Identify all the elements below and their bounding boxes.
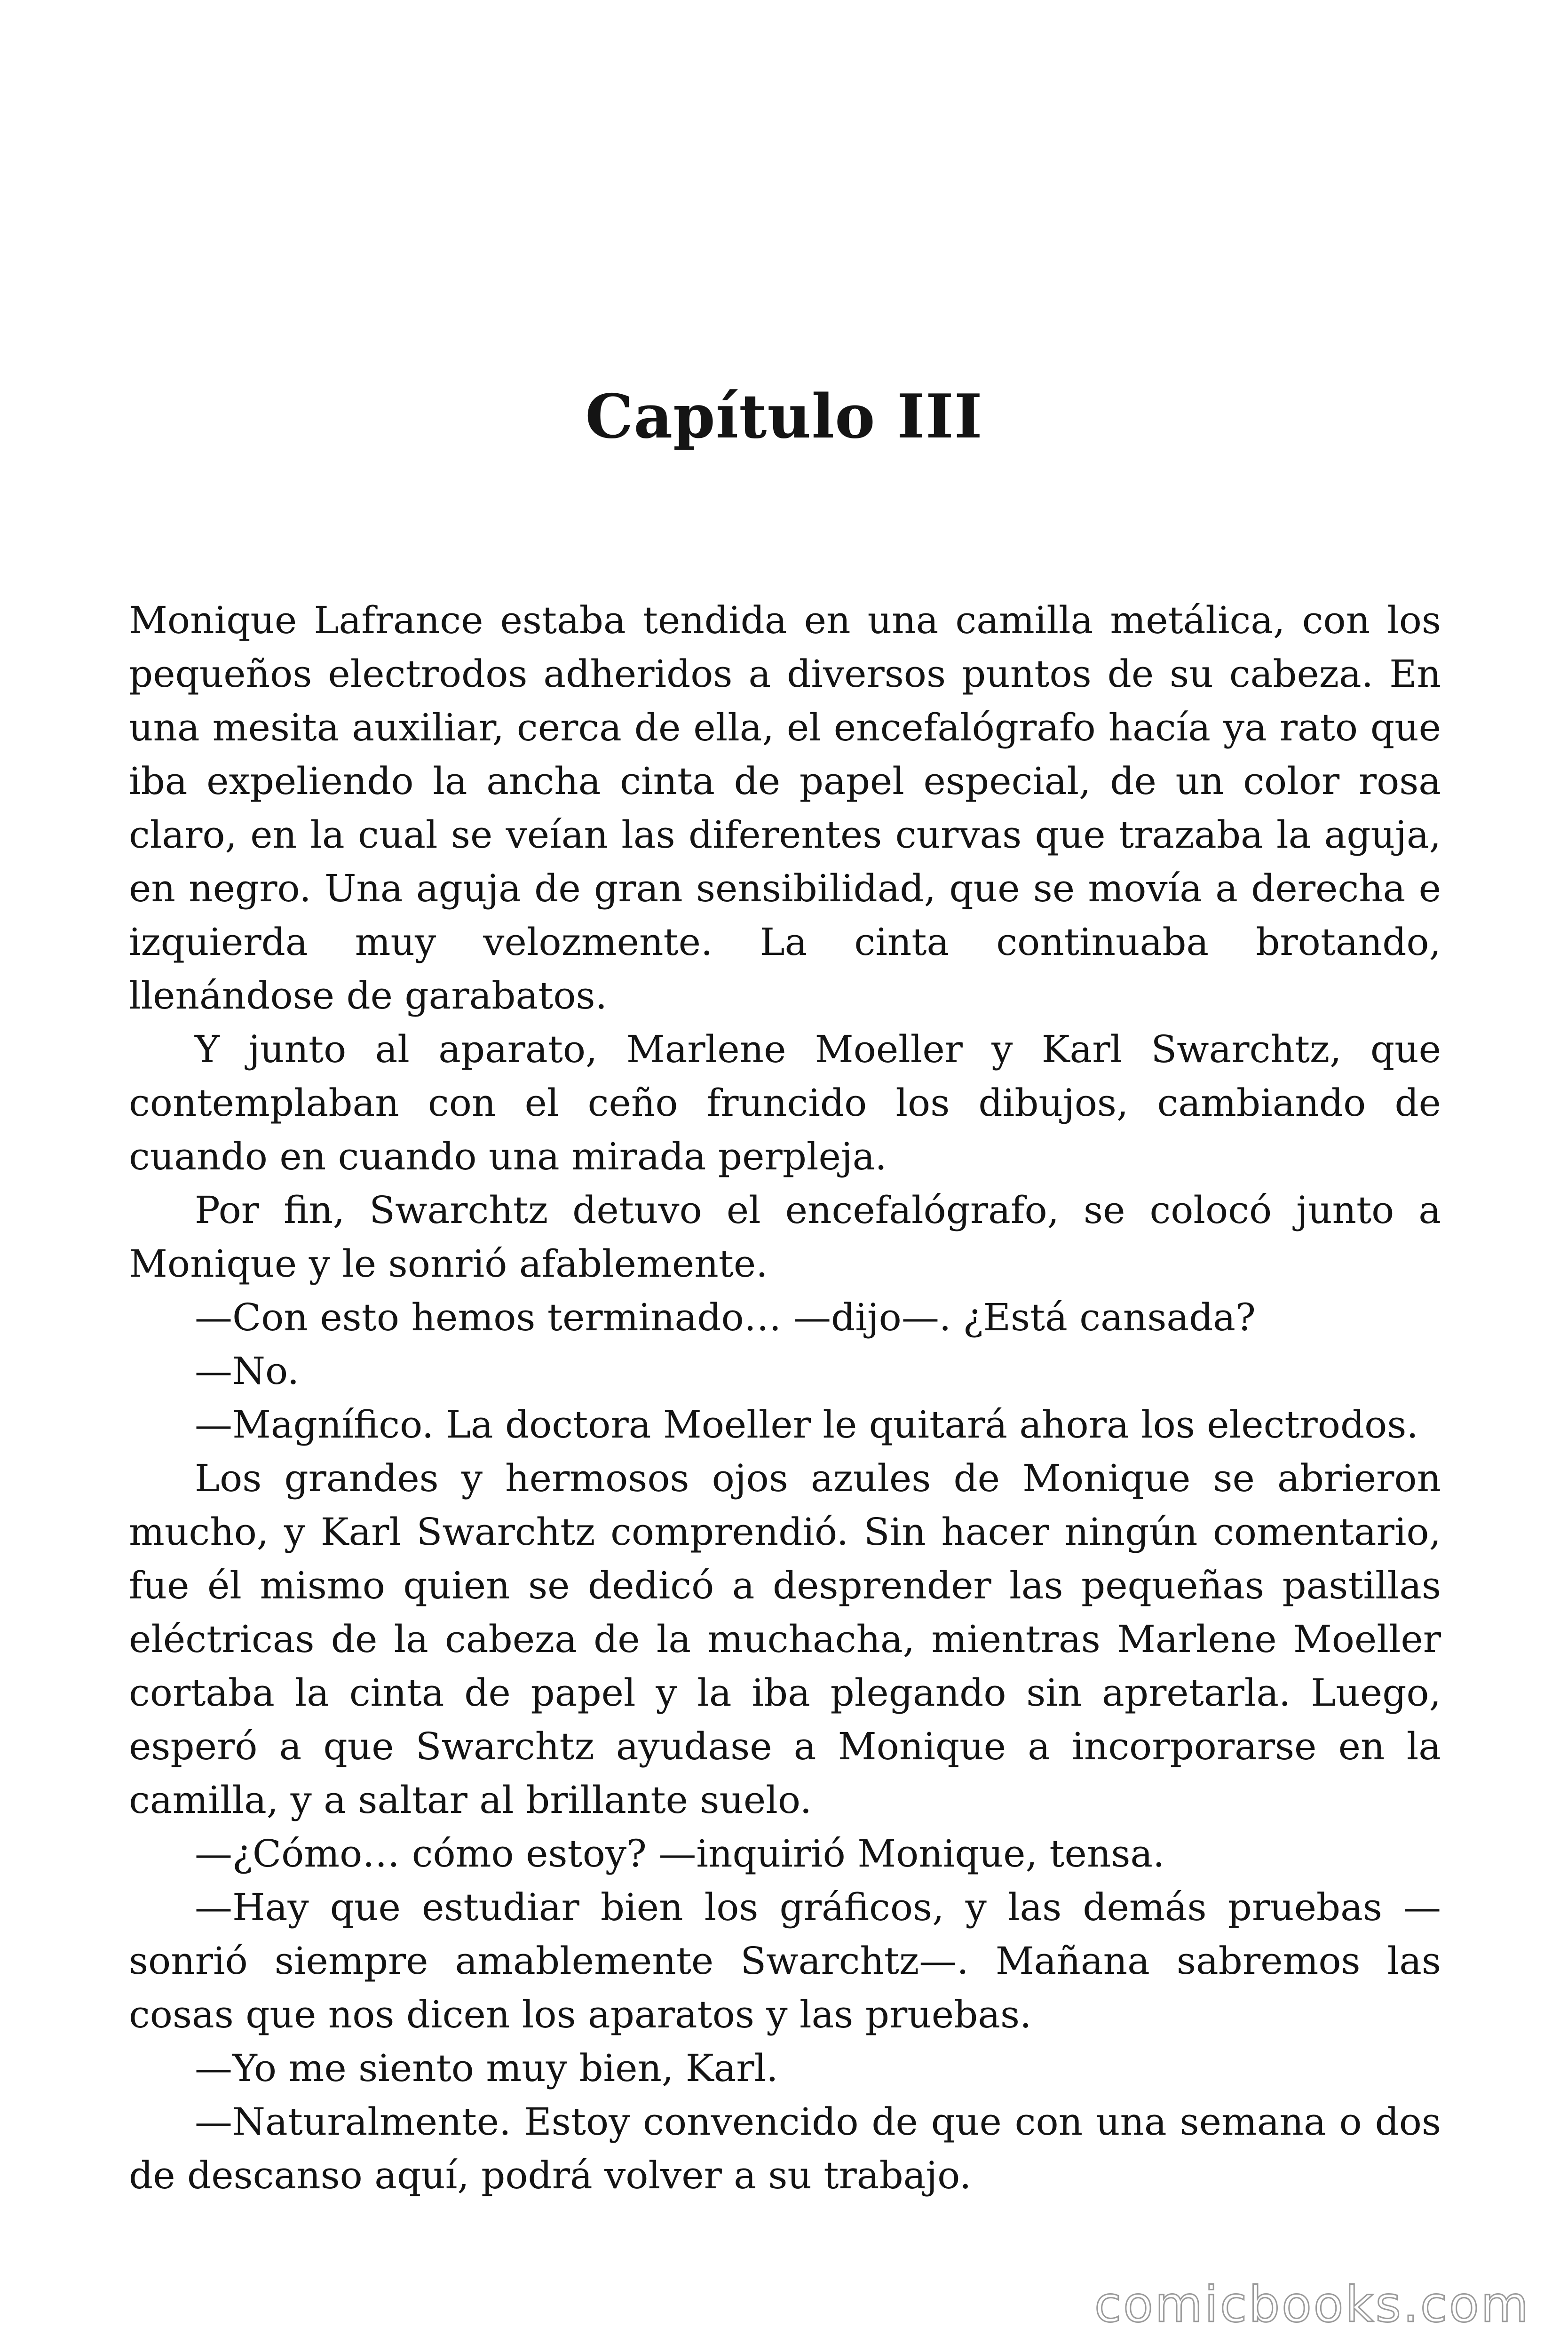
chapter-title: Capítulo III <box>585 381 983 452</box>
paragraph: Los grandes y hermosos ojos azules de Monique se abrieron mucho, y Karl Swarchtz comprendió. Sin hacer ningún comentario, fue él mismo quien se dedicó a desprender las pequeñas pastillas eléctricas de la cabeza de la muchacha, mientras Marlene Moeller cortaba la cinta de papel y la iba plegando sin apretarla. Luego, esperó a que Swarchtz ayudase a Monique a incorporarse en la camilla, y a saltar al brillante suelo. <box>129 1456 1441 1822</box>
paragraph: Monique Lafrance estaba tendida en una camilla metálica, con los pequeños electrodos adheridos a diversos puntos de su cabeza. En una mesita auxiliar, cerca de ella, el encefalógrafo hacía ya rato que iba expeliendo la ancha cinta de papel especial, de un color rosa claro, en la cual se veían las diferentes curvas que trazaba la aguja, en negro. Una aguja de gran sensibilidad, que se movía a derecha e izquierda muy velozmente. La cinta continuaba brotando, llenándose de garabatos. <box>129 598 1441 1017</box>
dialogue-line: —Con esto hemos terminado… —dijo—. ¿Está cansada? <box>195 1295 1256 1339</box>
dialogue-line: —Yo me siento muy bien, Karl. <box>195 2046 778 2090</box>
dialogue-line: —Naturalmente. Estoy convencido de que con una semana o dos de descanso aquí, podrá volver a su trabajo. <box>129 2100 1441 2197</box>
dialogue-line: —No. <box>195 1349 300 1393</box>
dialogue-line: —Magnífico. La doctora Moeller le quitará ahora los electrodos. <box>195 1403 1418 1446</box>
dialogue-line: —¿Cómo… cómo estoy? —inquirió Monique, tensa. <box>195 1832 1165 1875</box>
dialogue-line: —Hay que estudiar bien los gráficos, y las demás pruebas — sonrió siempre amablemente Swarchtz—. Mañana sabremos las cosas que nos dicen los aparatos y las pruebas. <box>129 1885 1441 2036</box>
watermark: comicbooks.com <box>1094 2276 1530 2333</box>
chapter-text <box>129 594 1441 2202</box>
paragraph: Y junto al aparato, Marlene Moeller y Karl Swarchtz, que contemplaban con el ceño fruncido los dibujos, cambiando de cuando en cuando una mirada perpleja. <box>129 1027 1441 1178</box>
paragraph: Por fin, Swarchtz detuvo el encefalógrafo, se colocó junto a Monique y le sonrió afablemente. <box>129 1188 1441 1286</box>
